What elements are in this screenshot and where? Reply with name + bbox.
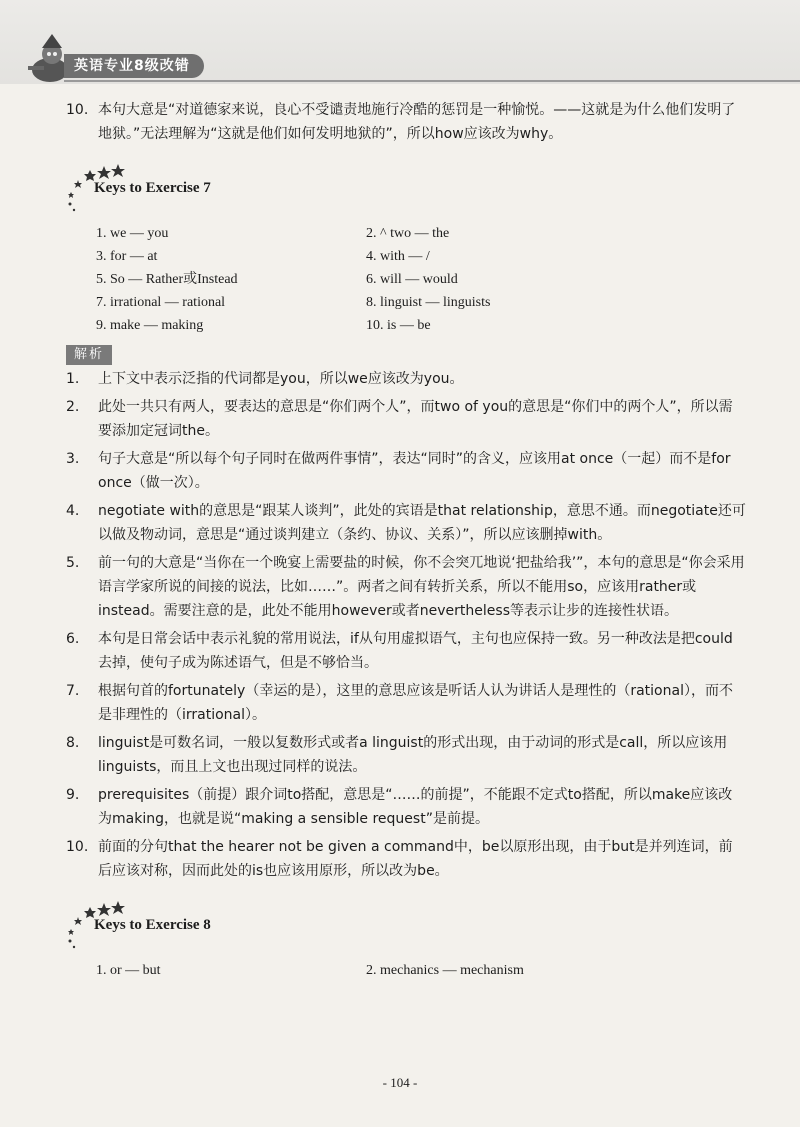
analysis-item bbox=[66, 627, 746, 675]
item-number: 6. bbox=[66, 631, 80, 647]
key-item: 4. with — / bbox=[366, 249, 430, 264]
item-text: linguist是可数名词，一般以复数形式或者a linguist的形式出现，由于动词的形式是call，所以应该用linguists，而且上文也出现过同样的说法。 bbox=[98, 735, 728, 775]
key-item: 2. ^ two — the bbox=[366, 226, 450, 241]
keys7-heading bbox=[66, 164, 746, 218]
item-text: 本句大意是“对道德家来说，良心不受谴责地施行冷酷的惩罚是一种愉悦。——这就是为什么他们发明了地狱。”无法理解为“这就是他们如何发明地狱的”，所以how应该改为why。 bbox=[98, 102, 736, 142]
analysis-item bbox=[66, 835, 746, 883]
key-item: 6. will — would bbox=[366, 272, 458, 287]
analysis-item bbox=[66, 395, 746, 443]
keys8-heading bbox=[66, 901, 746, 955]
item-text: prerequisites（前提）跟介词to搭配，意思是“……的前提”，不能跟不定式to搭配，所以make应该改为making，也就是说“making a sensible request”是前提。 bbox=[98, 787, 733, 827]
keys8-title: Keys to Exercise 8 bbox=[94, 917, 211, 933]
page-content bbox=[66, 98, 746, 982]
key-item: 1. or — but bbox=[96, 963, 161, 978]
item-number: 4. bbox=[66, 503, 80, 519]
key-item: 3. for — at bbox=[96, 249, 158, 264]
analysis-item bbox=[66, 447, 746, 495]
analysis-list bbox=[66, 367, 746, 883]
key-item: 2. mechanics — mechanism bbox=[366, 963, 524, 978]
keys7-list bbox=[96, 222, 746, 337]
header-title: 英语专业8级改错 bbox=[64, 54, 204, 78]
key-item: 10. is — be bbox=[366, 318, 431, 333]
item-number: 1. bbox=[66, 371, 80, 387]
analysis-item bbox=[66, 551, 746, 623]
intro-item bbox=[66, 98, 746, 146]
item-number: 7. bbox=[66, 683, 80, 699]
analysis-item bbox=[66, 783, 746, 831]
item-text: 本句是日常会话中表示礼貌的常用说法，if从句用虚拟语气，主句也应保持一致。另一种改法是把could去掉，使句子成为陈述语气，但是不够恰当。 bbox=[98, 631, 733, 671]
item-number: 3. bbox=[66, 451, 80, 467]
analysis-label: 解析 bbox=[66, 345, 112, 365]
item-number: 2. bbox=[66, 399, 80, 415]
item-number: 10. bbox=[66, 102, 89, 118]
key-item: 9. make — making bbox=[96, 318, 204, 333]
page-number: - 104 - bbox=[382, 1075, 418, 1090]
item-text: 前一句的大意是“当你在一个晚宴上需要盐的时候，你不会突兀地说‘把盐给我’”，本句的意思是“你会采用语言学家所说的间接的说法，比如……”。两者之间有转折关系，所以不能用so，应该用rather或instead。需要注意的是，此处不能用however或者nevertheless等表示让步的连接性状语。 bbox=[98, 555, 745, 619]
analysis-item bbox=[66, 367, 746, 391]
item-number: 8. bbox=[66, 735, 80, 751]
item-text: 句子大意是“所以每个句子同时在做两件事情”，表达“同时”的含义，应该用at once（一起）而不是for once（做一次）。 bbox=[98, 451, 731, 491]
key-item: 1. we — you bbox=[96, 226, 169, 241]
keys7-title: Keys to Exercise 7 bbox=[94, 180, 211, 196]
item-number: 10. bbox=[66, 839, 89, 855]
item-number: 5. bbox=[66, 555, 80, 571]
keys8-list bbox=[96, 959, 746, 982]
header-rule bbox=[64, 80, 800, 82]
item-text: 前面的分句that the hearer not be given a command中，be以原形出现，由于but是并列连词，前后应该对称，因而此处的is也应该用原形，所以改为be。 bbox=[98, 839, 733, 879]
item-number: 9. bbox=[66, 787, 80, 803]
item-text: 根据句首的fortunately（幸运的是），这里的意思应该是听话人认为讲话人是理性的（rational），而不是非理性的（irrational）。 bbox=[98, 683, 733, 723]
item-text: 此处一共只有两人，要表达的意思是“你们两个人”，而two of you的意思是“你们中的两个人”，所以需要添加定冠词the。 bbox=[98, 399, 733, 439]
key-item: 5. So — Rather或Instead bbox=[96, 272, 238, 287]
key-item: 8. linguist — linguists bbox=[366, 295, 491, 310]
analysis-item bbox=[66, 679, 746, 727]
item-text: 上下文中表示泛指的代词都是you，所以we应该改为you。 bbox=[98, 371, 464, 387]
analysis-item bbox=[66, 731, 746, 779]
analysis-item bbox=[66, 499, 746, 547]
item-text: negotiate with的意思是“跟某人谈判”，此处的宾语是that relationship，意思不通。而negotiate还可以做及物动词，意思是“通过谈判建立（条约、协议、关系）”，所以应该删掉with。 bbox=[98, 503, 746, 543]
key-item: 7. irrational — rational bbox=[96, 295, 226, 310]
